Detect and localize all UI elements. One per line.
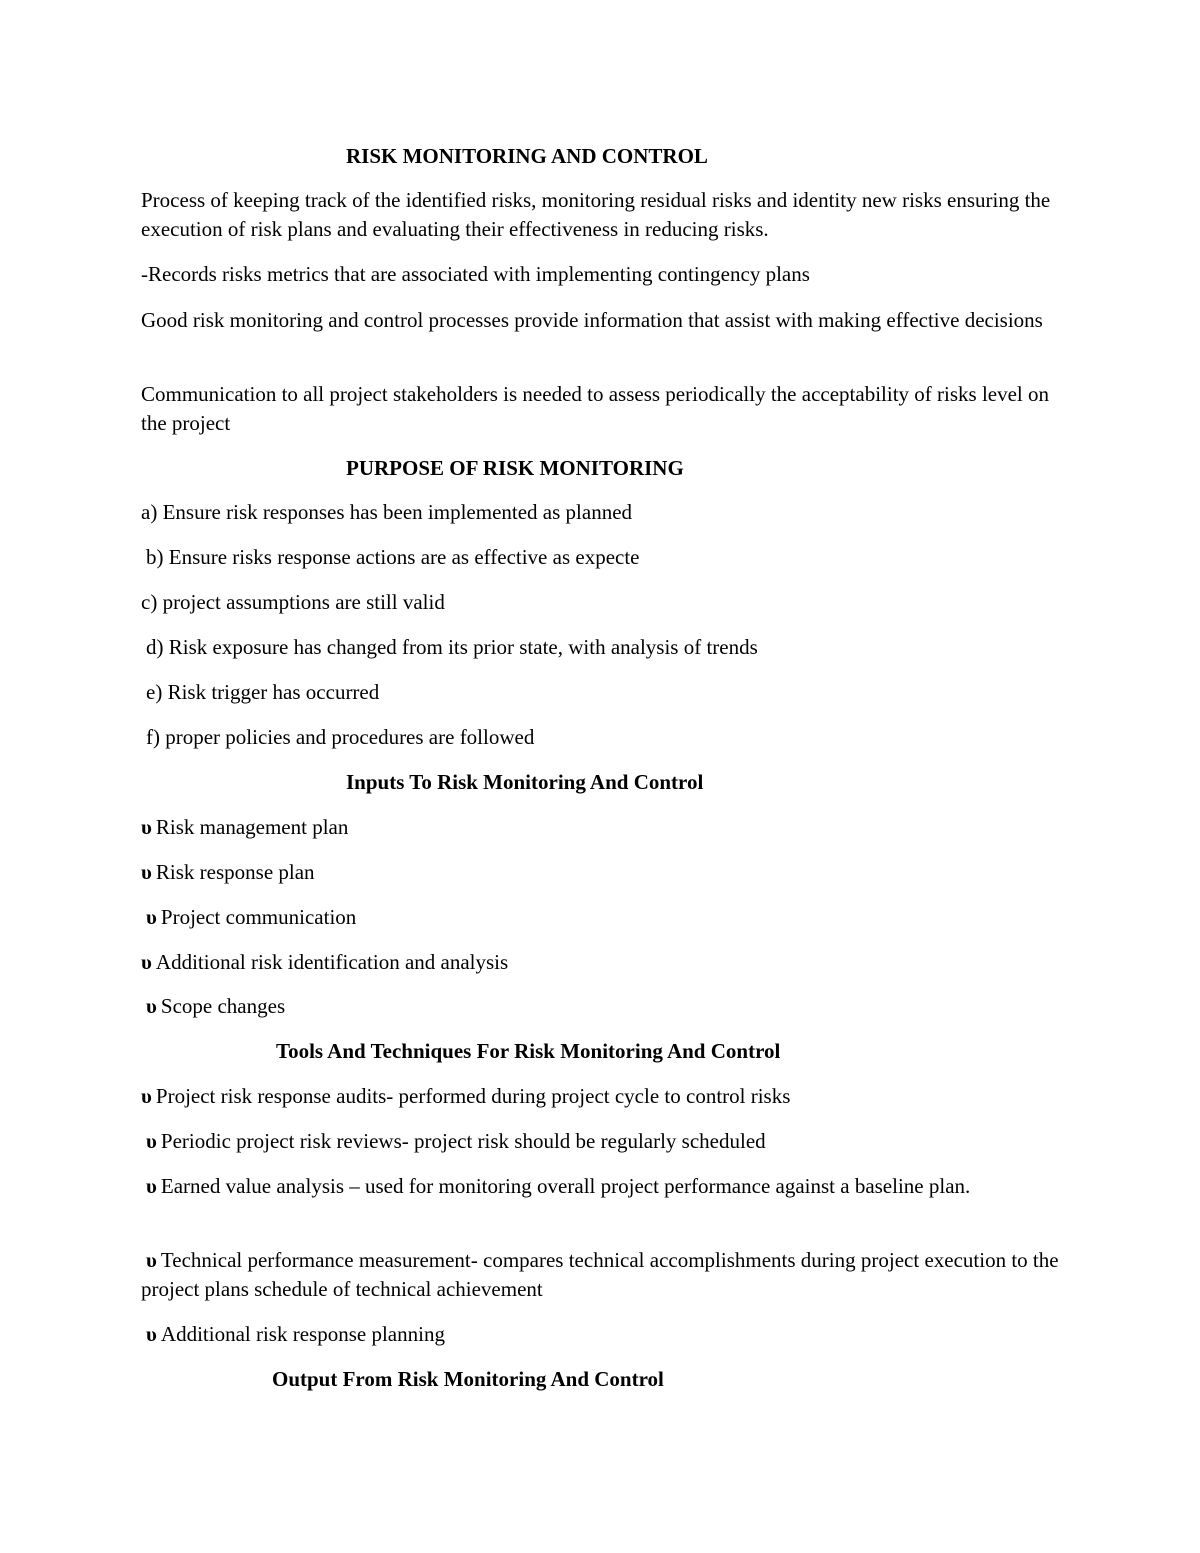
definition-paragraph: Process of keeping track of the identified risks, monitoring residual risks and identity new risks ensuring the execution of risk plans and evaluating their effectiveness in reducing risks. xyxy=(141,188,1051,241)
document-title: RISK MONITORING AND CONTROL xyxy=(346,144,708,168)
bullet-icon: υ xyxy=(146,1322,157,1346)
bullet-icon: υ xyxy=(141,860,152,884)
tools-heading: Tools And Techniques For Risk Monitoring And Control xyxy=(276,1039,781,1063)
tools-item-text: Periodic project risk reviews- project risk should be regularly scheduled xyxy=(160,1129,766,1153)
records-paragraph: -Records risks metrics that are associated with implementing contingency plans xyxy=(141,262,810,286)
inputs-list-item xyxy=(141,948,508,977)
inputs-list-item xyxy=(146,903,356,932)
inputs-list-item xyxy=(141,858,315,887)
tools-list-item xyxy=(141,1082,790,1111)
bullet-icon: υ xyxy=(141,1084,152,1108)
inputs-item-text: Additional risk identification and analysis xyxy=(155,950,509,974)
purpose-heading: PURPOSE OF RISK MONITORING xyxy=(346,456,684,480)
tools-list-item xyxy=(141,1172,1066,1201)
tools-list-item xyxy=(146,1127,766,1156)
purpose-item: f) proper policies and procedures are followed xyxy=(146,725,535,749)
good-practice-paragraph: Good risk monitoring and control processes provide information that assist with making effective decisions xyxy=(141,308,1043,332)
bullet-icon: υ xyxy=(146,1174,157,1198)
inputs-list-item xyxy=(141,813,348,842)
bullet-icon: υ xyxy=(141,815,152,839)
tools-list-item xyxy=(146,1320,445,1349)
inputs-item-text: Project communication xyxy=(160,905,357,929)
bullet-icon: υ xyxy=(146,905,157,929)
tools-list-item xyxy=(141,1246,1066,1304)
inputs-list-item xyxy=(146,992,285,1021)
purpose-item: d) Risk exposure has changed from its prior state, with analysis of trends xyxy=(146,635,758,659)
inputs-item-text: Scope changes xyxy=(160,994,286,1018)
bullet-icon: υ xyxy=(146,1248,157,1272)
bullet-icon: υ xyxy=(146,994,157,1018)
tools-item-text: Project risk response audits- performed during project cycle to control risks xyxy=(155,1084,791,1108)
inputs-item-text: Risk response plan xyxy=(155,860,315,884)
inputs-item-text: Risk management plan xyxy=(155,815,349,839)
tools-item-text: Technical performance measurement- compares technical accomplishments during project execution to the project plans schedule of technical achievement xyxy=(141,1248,1059,1301)
inputs-heading: Inputs To Risk Monitoring And Control xyxy=(346,770,704,794)
output-heading: Output From Risk Monitoring And Control xyxy=(272,1367,664,1391)
communication-paragraph: Communication to all project stakeholders is needed to assess periodically the acceptability of risks level on the project xyxy=(141,382,1050,435)
bullet-icon: υ xyxy=(141,950,152,974)
purpose-item: a) Ensure risk responses has been implemented as planned xyxy=(141,500,633,524)
tools-item-text: Additional risk response planning xyxy=(160,1322,445,1346)
tools-item-text: Earned value analysis – used for monitoring overall project performance against a baseline plan. xyxy=(160,1174,971,1198)
purpose-item: b) Ensure risks response actions are as effective as expecte xyxy=(146,545,640,569)
bullet-icon: υ xyxy=(146,1129,157,1153)
purpose-item: c) project assumptions are still valid xyxy=(141,590,445,614)
purpose-item: e) Risk trigger has occurred xyxy=(146,680,380,704)
